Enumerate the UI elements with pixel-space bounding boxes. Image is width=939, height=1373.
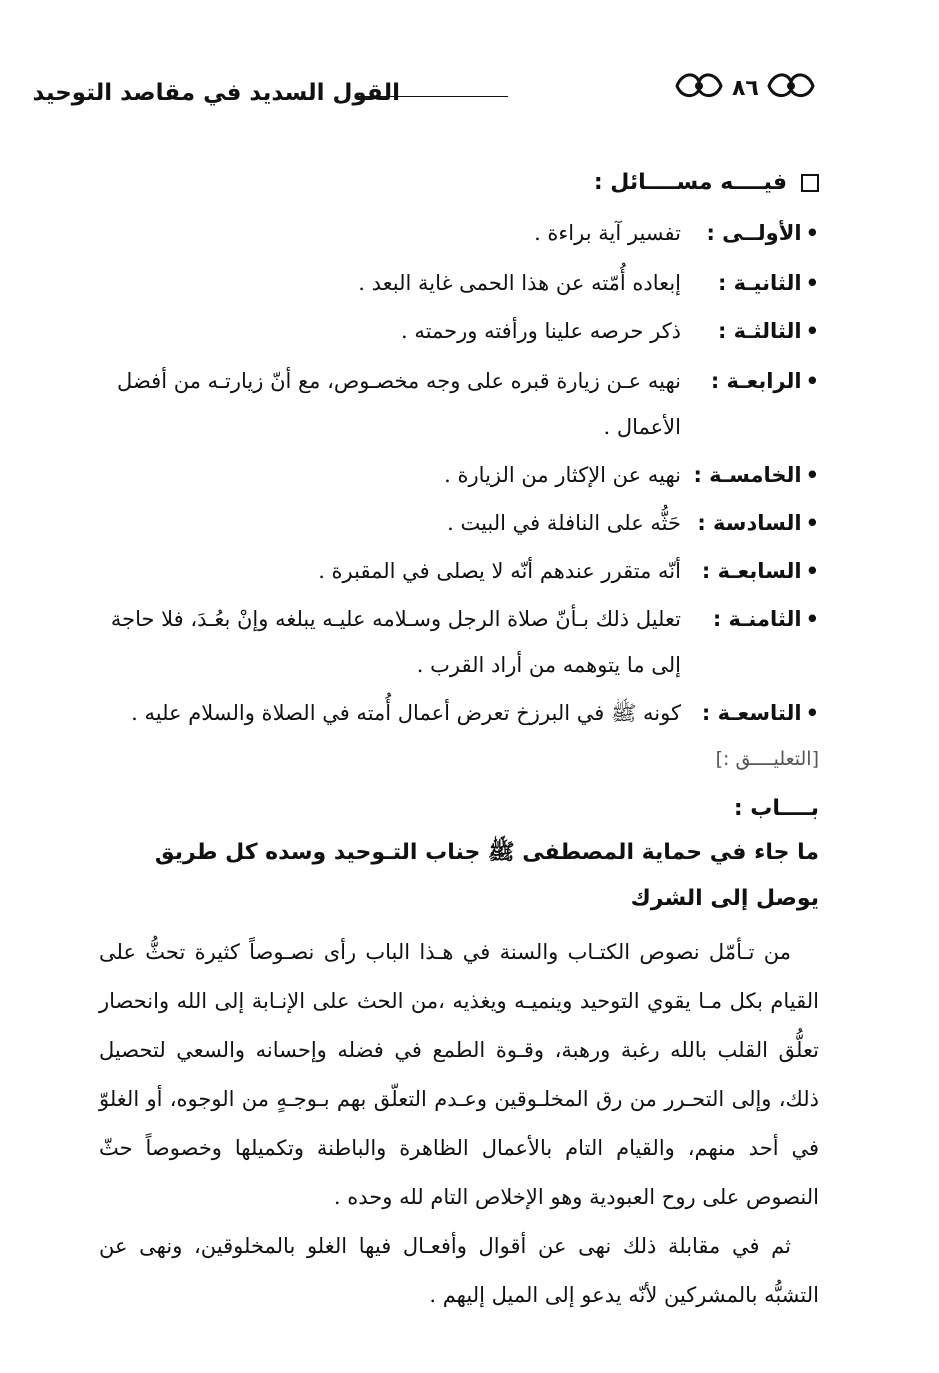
page-number: ٨٦ <box>732 76 759 101</box>
issue-label: • الثانيـة : <box>711 260 819 306</box>
chapter-label: بــــاب : <box>733 796 819 821</box>
running-title: القول السديد في مقاصد التوحيد <box>32 80 400 106</box>
chapter-title: ما جاء في حماية المصطفى ﷺ جناب التـوحيد وسده كل طريق يوصل إلى الشرك <box>154 840 819 911</box>
issue-label: • الرابعـة : <box>711 358 819 404</box>
issue-text: إبعاده أُمّته عن هذا الحمى غاية البعد . <box>358 271 681 295</box>
issue-label: • التاسعـة : <box>711 690 819 736</box>
issue-label: • الأولــى : <box>711 210 819 256</box>
issue-label: • الثامنـة : <box>711 596 819 642</box>
issue-label: • السادسة : <box>711 500 819 546</box>
issue-label: • الثالثـة : <box>711 308 819 354</box>
header-rule <box>358 96 508 97</box>
issues-heading-text: فيــــه مســــائل : <box>593 170 787 195</box>
issue-text: ذكر حرصه علينا ورأفته ورحمته . <box>401 319 681 343</box>
issue-text: كونه ﷺ في البرزخ تعرض أعمال أُمته في الصلاة والسلام عليه . <box>131 701 681 725</box>
issue-text: حَثُّه على النافلة في البيت . <box>447 511 681 535</box>
ornament-icon <box>766 68 816 104</box>
issue-label: • الخامسـة : <box>711 452 819 498</box>
issue-text: نهيه عـن زيارة قبره على وجه مخصـوص، مع أنّ زيارتـه من أفضل الأعمال . <box>117 369 681 439</box>
page-header <box>32 62 820 116</box>
commentary-marker: [التعليــــق :] <box>715 748 819 770</box>
checkbox-square-icon <box>801 174 819 192</box>
issue-text: نهيه عن الإكثار من الزيارة . <box>444 463 681 487</box>
issue-text: تفسير آية براءة . <box>534 221 681 245</box>
issue-text: تعليل ذلك بـأنّ صلاة الرجل وسـلامه عليـه يبلغه وإنْ بعُـدَ، فلا حاجة إلى ما يتوهمه من أراد القرب . <box>110 607 681 677</box>
issues-heading <box>594 170 819 195</box>
issue-label: • السابعـة : <box>711 548 819 594</box>
ornament-icon <box>674 68 724 104</box>
body-paragraph: من تـأمّل نصوص الكتـاب والسنة في هـذا الباب رأى نصـوصاً كثيرة تحثُّ على القيام بكل مـا يقوي التوحيد وينميـه ويغذيه ،من الحث على الإنـابة إلى الله وانحصار تعلُّق القلب بالله رغبة ورهبة، وقـوة الطمع في فضله وإحسانه والسعي لتحصيل ذلك، وإلى التحـرر من رق المخلـوقين وعـدم التعلّق بهم بـوجـهٍ من الوجوه، أو الغلوّ في أحد منهم، والقيام التام بالأعمال الظاهرة والباطنة وتكميلها وخصوصاً حثّ النصوص على روح العبودية وهو الإخلاص التام لله وحده . <box>99 940 819 1209</box>
body-paragraph: ثم في مقابلة ذلك نهى عن أقوال وأفعـال فيها الغلو بالمخلوقين، ونهى عن التشبُّه بالمشركين لأنّه يدعو إلى الميل إليهم . <box>99 1234 819 1307</box>
issue-text: أنّه متقرر عندهم أنّه لا يصلى في المقبرة . <box>318 559 681 583</box>
